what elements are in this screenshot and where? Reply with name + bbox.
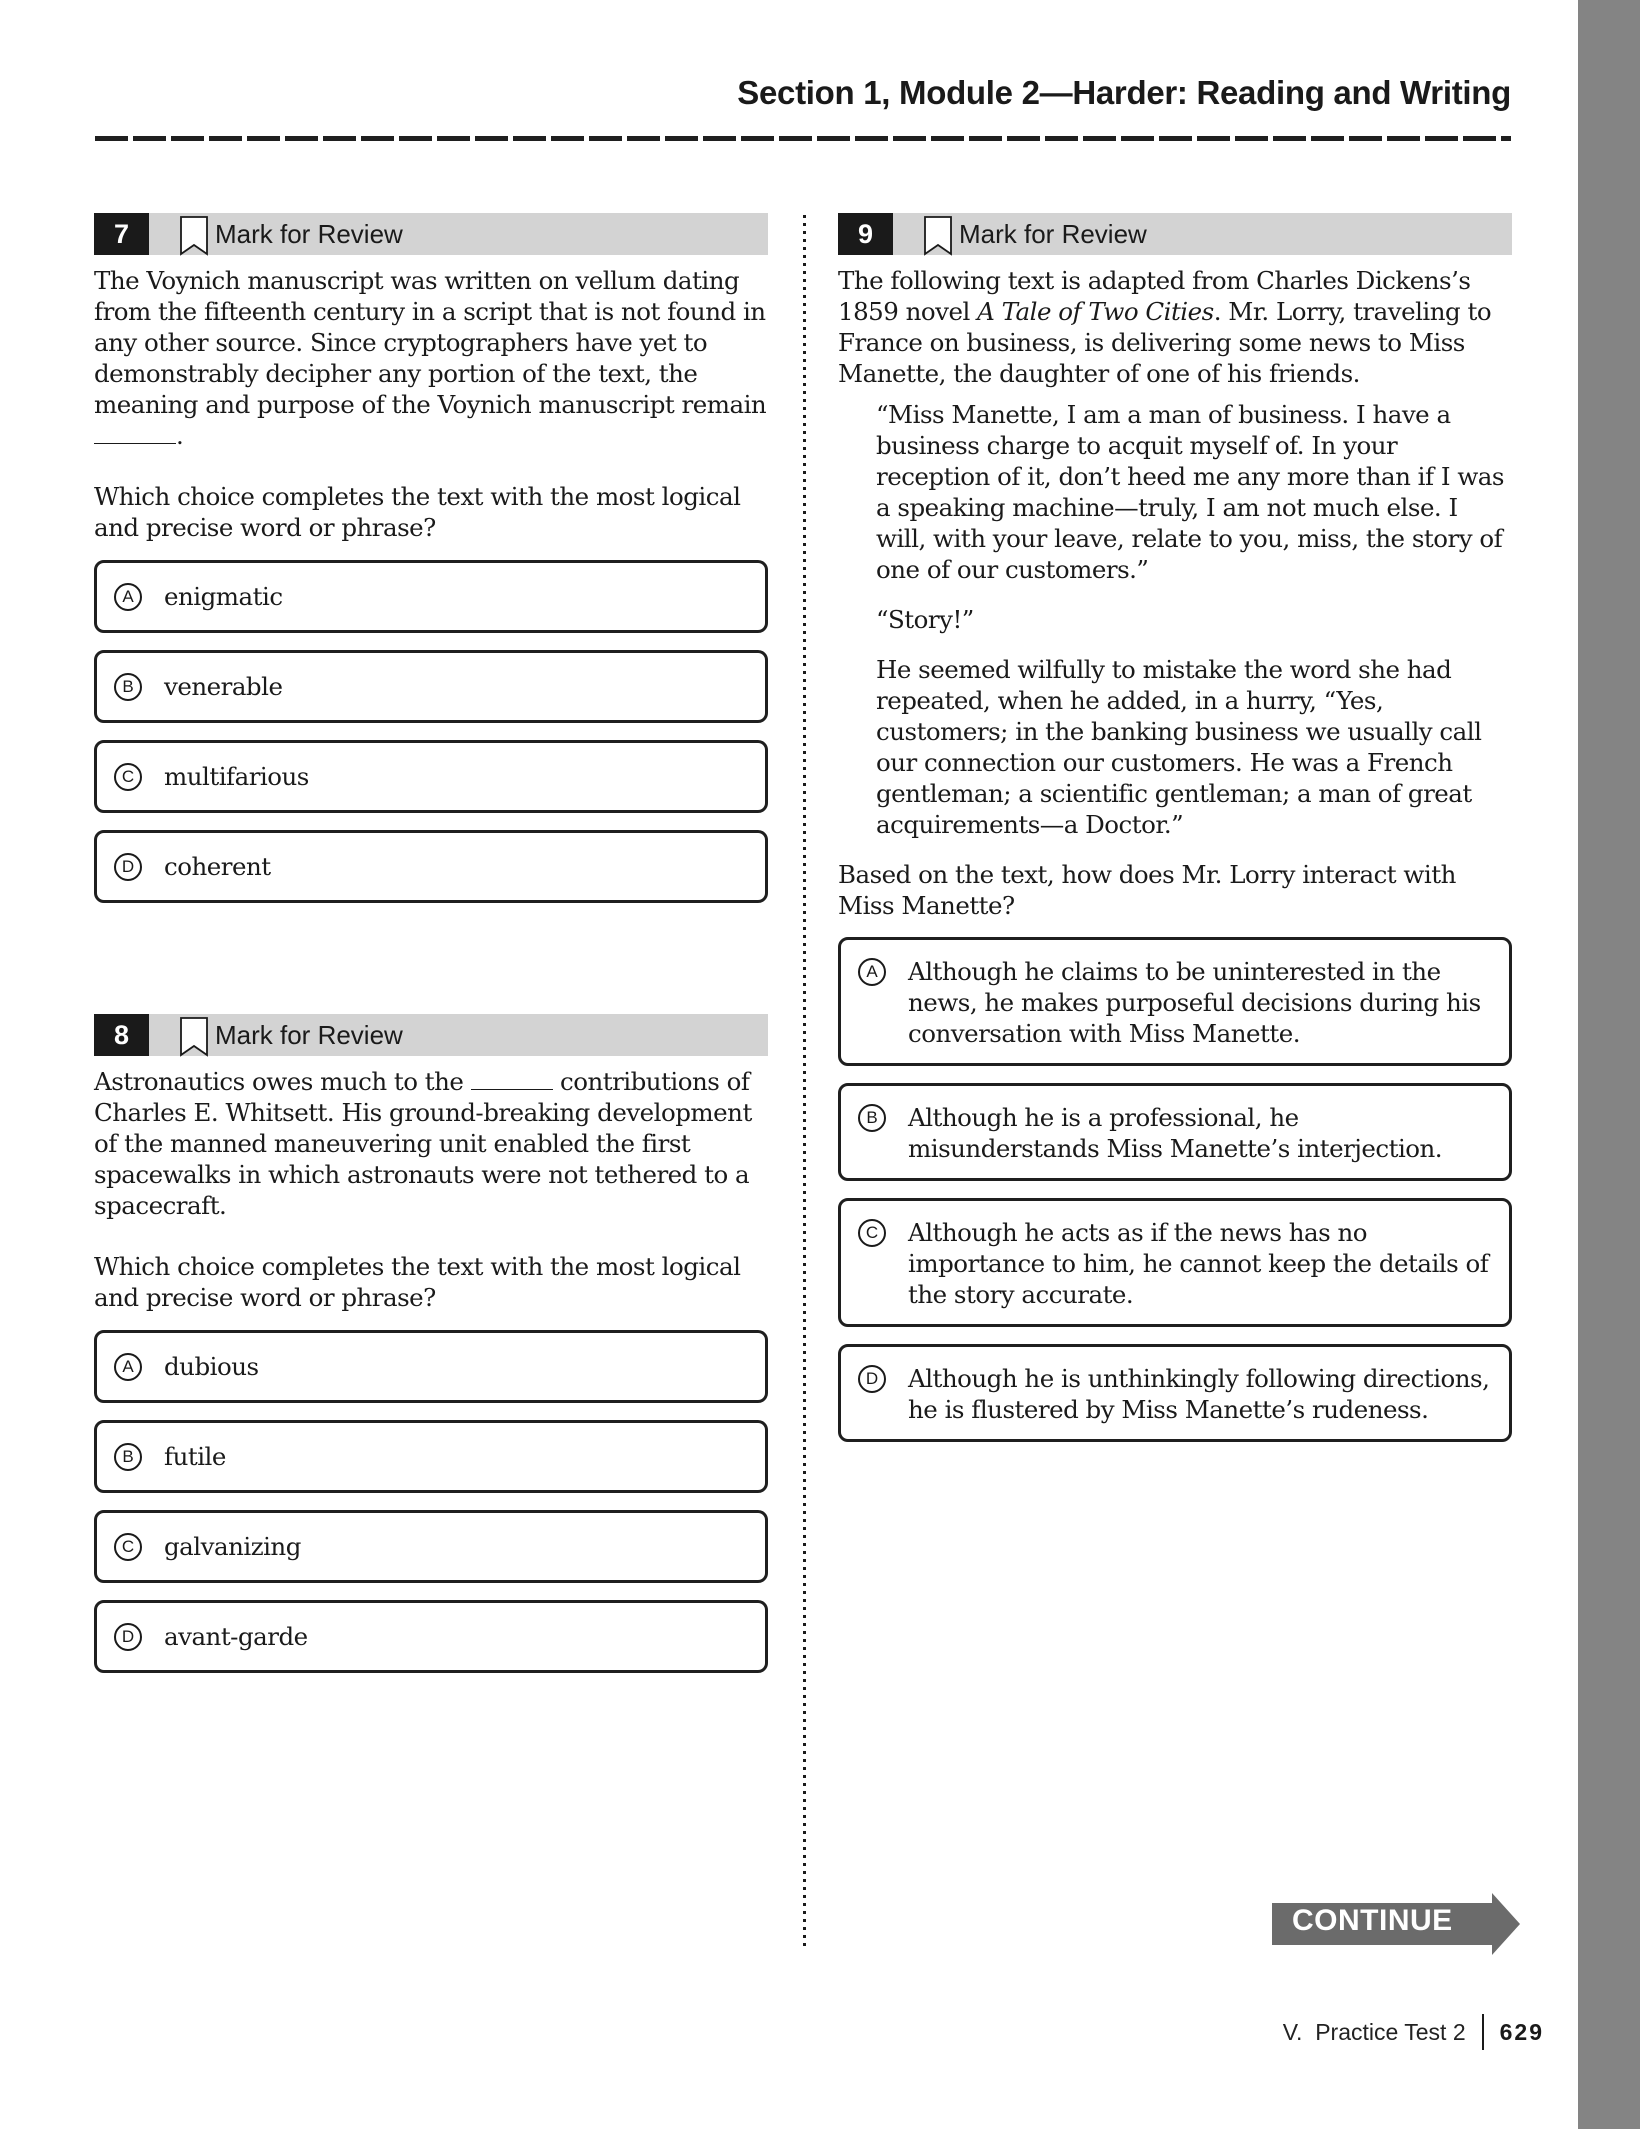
passage-paragraph: He seemed wilfully to mistake the word she had repeated, when he added, in a hurry, “Yes, customers; in the banking business we usually call our connection our customers. He was a French gentleman; a scientific gentleman; a man of great acquirements—a Doctor.”	[876, 655, 1482, 839]
choice-text: enigmatic	[164, 582, 283, 611]
fill-in-blank	[94, 423, 176, 444]
choice-text: venerable	[164, 672, 283, 701]
answer-choice-a[interactable]	[94, 560, 768, 633]
choice-text: avant-garde	[164, 1622, 308, 1651]
answer-choice-c[interactable]	[94, 1510, 768, 1583]
answer-choice-d[interactable]	[94, 1600, 768, 1673]
choice-text: futile	[164, 1442, 226, 1471]
page-title: Section 1, Module 2—Harder: Reading and Writing	[737, 74, 1511, 111]
bookmark-icon	[179, 1017, 209, 1057]
question-number: 8	[94, 1014, 149, 1056]
question-8	[94, 1014, 768, 1690]
question-header	[838, 213, 1512, 255]
choice-letter-circle-icon: D	[858, 1365, 886, 1393]
question-text	[94, 1066, 768, 1221]
page-footer	[1283, 2014, 1544, 2050]
choice-text: Although he is a professional, he misunderstands Miss Manette’s interjection.	[908, 1103, 1443, 1163]
mark-for-review-button[interactable]	[923, 213, 1147, 255]
choice-text: Although he is unthinkingly following directions, he is flustered by Miss Manette’s rudeness.	[908, 1364, 1490, 1424]
footer-section-label: V. Practice Test 2	[1282, 2018, 1466, 2045]
choice-letter-circle-icon: A	[114, 1353, 142, 1381]
question-text-part: The Voynich manuscript was written on vellum dating from the fifteenth century in a script that is not found in any other source. Since cryptographers have yet to demonstrably decipher any portion of the text, the meaning and purpose of the Voynich manuscript remain	[94, 266, 767, 419]
question-header	[94, 1014, 768, 1056]
question-header	[94, 213, 768, 255]
choice-text: dubious	[164, 1352, 259, 1381]
answer-choice-b[interactable]	[94, 650, 768, 723]
answer-choice-d[interactable]	[838, 1344, 1512, 1442]
choice-letter-circle-icon: B	[114, 673, 142, 701]
intro-text-part: . Mr. Lorry, traveling to France on business, is delivering some news to Miss Manette, the daughter of one of his friends.	[838, 297, 1492, 388]
choice-text: Although he claims to be uninterested in the news, he makes purposeful decisions during his conversation with Miss Manette.	[908, 957, 1481, 1048]
mark-for-review-label: Mark for Review	[215, 1019, 403, 1050]
intro-text-part: The following text is adapted from Charles Dickens’s 1859 novel	[838, 266, 1471, 326]
mark-for-review-button[interactable]	[179, 213, 403, 255]
answer-choice-b[interactable]	[838, 1083, 1512, 1181]
answer-choice-a[interactable]	[94, 1330, 768, 1403]
title-dashed-rule	[95, 136, 1511, 141]
question-prompt: Based on the text, how does Mr. Lorry interact with Miss Manette?	[838, 860, 1456, 920]
passage-paragraph: “Miss Manette, I am a man of business. I have a business charge to acquit myself of. In your reception of it, don’t heed me any more than if I was a speaking machine—truly, I am not much else. I will, with your leave, relate to you, miss, the story of one of our customers.”	[876, 400, 1504, 584]
choice-letter-circle-icon: C	[114, 763, 142, 791]
mark-for-review-label: Mark for Review	[959, 218, 1147, 249]
page-edge-tab	[1578, 0, 1640, 2129]
answer-choice-c[interactable]	[838, 1198, 1512, 1327]
novel-title: A Tale of Two Cities	[977, 297, 1214, 326]
footer-separator	[1482, 2014, 1484, 2050]
choice-letter-circle-icon: C	[858, 1219, 886, 1247]
continue-button[interactable]	[1272, 1893, 1520, 1955]
choice-letter-circle-icon: B	[858, 1104, 886, 1132]
choice-text: coherent	[164, 852, 271, 881]
answer-choice-a[interactable]	[838, 937, 1512, 1066]
answer-choices	[94, 560, 768, 903]
choice-text: galvanizing	[164, 1532, 301, 1561]
page-number: 629	[1499, 2018, 1544, 2045]
answer-choices	[94, 1330, 768, 1673]
continue-label: CONTINUE	[1292, 1904, 1453, 1937]
bookmark-icon	[179, 216, 209, 256]
choice-letter-circle-icon: D	[114, 853, 142, 881]
choice-text: multifarious	[164, 762, 309, 791]
choice-letter-circle-icon: D	[114, 1623, 142, 1651]
question-9	[838, 213, 1512, 1459]
question-7	[94, 213, 768, 920]
answer-choice-d[interactable]	[94, 830, 768, 903]
answer-choice-c[interactable]	[94, 740, 768, 813]
question-number: 9	[838, 213, 893, 255]
passage-paragraph: “Story!”	[876, 605, 974, 634]
question-text-part: .	[176, 421, 184, 450]
question-text-part: Astronautics owes much to the	[94, 1067, 471, 1096]
question-prompt: Which choice completes the text with the most logical and precise word or phrase?	[94, 482, 741, 542]
question-prompt: Which choice completes the text with the most logical and precise word or phrase?	[94, 1252, 741, 1312]
question-number: 7	[94, 213, 149, 255]
column-divider	[803, 215, 806, 1950]
choice-letter-circle-icon: B	[114, 1443, 142, 1471]
bookmark-icon	[923, 216, 953, 256]
answer-choices	[838, 937, 1512, 1442]
mark-for-review-label: Mark for Review	[215, 218, 403, 249]
answer-choice-b[interactable]	[94, 1420, 768, 1493]
fill-in-blank	[471, 1069, 553, 1090]
question-text-part: contributions of Charles E. Whitsett. His ground-breaking development of the manned maneuvering unit enabled the first spacewalks in which astronauts were not tethered to a spacecraft.	[94, 1067, 752, 1220]
choice-letter-circle-icon: A	[114, 583, 142, 611]
passage-intro	[838, 265, 1512, 389]
choice-letter-circle-icon: C	[114, 1533, 142, 1561]
choice-letter-circle-icon: A	[858, 958, 886, 986]
mark-for-review-button[interactable]	[179, 1014, 403, 1056]
choice-text: Although he acts as if the news has no importance to him, he cannot keep the details of the story accurate.	[908, 1218, 1489, 1309]
question-text	[94, 265, 768, 451]
